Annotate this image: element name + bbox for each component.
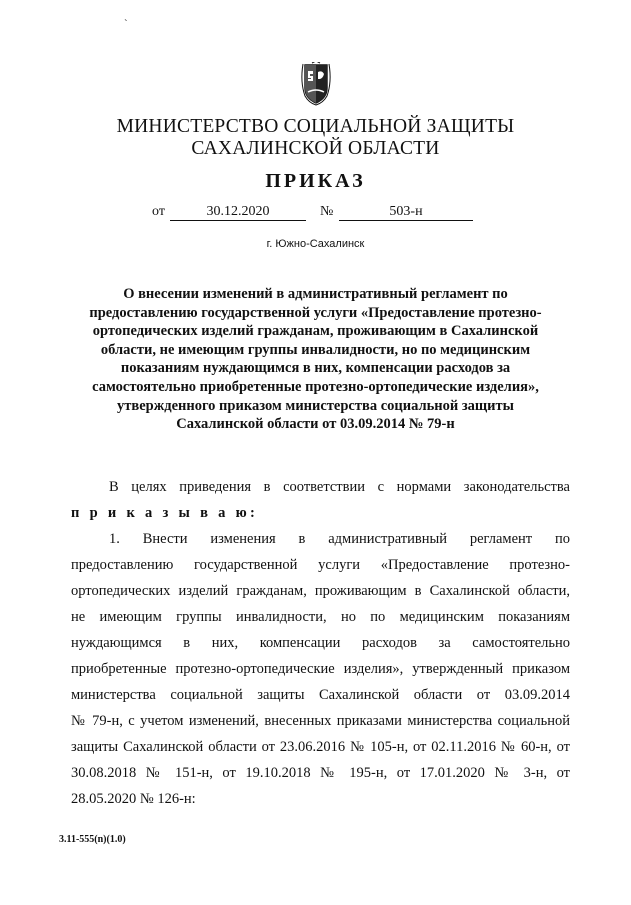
clause-line: нуждающимся в них, компенсации расходов за самостоятельно (71, 635, 570, 651)
clause-line: 1. Внести изменения в административный регламент по (109, 531, 570, 547)
clause-line: 30.08.2018 № 151-н, от 19.10.2018 № 195-н, от 17.01.2020 № 3-н, от (71, 765, 570, 781)
clause-line: предоставлению государственной услуги «Предоставление протезно- (71, 557, 570, 573)
document-type-title: ПРИКАЗ (265, 170, 366, 192)
clause-line: 28.05.2020 № 126-н: (71, 791, 196, 807)
date-label: от (152, 204, 165, 219)
order-body (71, 474, 570, 812)
clause-line: приобретенные протезно-ортопедические изделия», утвержденный приказом (71, 661, 570, 677)
preamble-line: В целях приведения в соответствии с нормами законодательства (109, 479, 570, 495)
subject-line: ортопедических изделий гражданам, проживающим в Сахалинской (92, 323, 539, 340)
coat-of-arms-icon (299, 62, 333, 106)
subject-line: утвержденного приказом министерства социальной защиты (117, 397, 514, 414)
order-subject (0, 285, 631, 434)
number-label: № (320, 204, 334, 219)
clause-line: министерства социальной защиты Сахалинской области от 03.09.2014 (71, 687, 570, 703)
subject-line: О внесении изменений в административный регламент по (123, 286, 508, 302)
ministry-name-line2: САХАЛИНСКОЙ ОБЛАСТИ (191, 138, 440, 159)
subject-line: области, не имеющим группы инвалидности, но по медицинским (100, 341, 531, 358)
subject-line: Сахалинской области от 03.09.2014 № 79-н (176, 416, 455, 433)
subject-line: предоставлению государственной услуги «Предоставление протезно- (89, 304, 542, 321)
clause-line: ортопедических изделий гражданам, проживающим в Сахалинской области, (71, 583, 570, 599)
subject-line: самостоятельно приобретенные протезно-ортопедические изделия», (92, 378, 539, 395)
order-number: 503-н (339, 203, 473, 221)
city-of-issue: г. Южно-Сахалинск (266, 238, 365, 250)
ministry-name-line1: МИНИСТЕРСТВО СОЦИАЛЬНОЙ ЗАЩИТЫ (116, 116, 515, 137)
order-directive: п р и к а з ы в а ю: (71, 505, 259, 521)
order-date: 30.12.2020 (170, 203, 306, 221)
form-code: 3.11-555(n)(1.0) (59, 834, 126, 845)
clause-line: не имеющим группы инвалидности, но по медицинским показаниям (71, 609, 570, 625)
scan-speck: ˋ (124, 18, 128, 30)
clause-line: № 79-н, с учетом изменений, внесенных приказами министерства социальной (71, 713, 570, 729)
subject-line: показаниям нуждающимся в них, компенсации расходов за (120, 360, 511, 377)
clause-line: защиты Сахалинской области от 23.06.2016 № 105-н, от 02.11.2016 № 60-н, от (71, 739, 570, 755)
